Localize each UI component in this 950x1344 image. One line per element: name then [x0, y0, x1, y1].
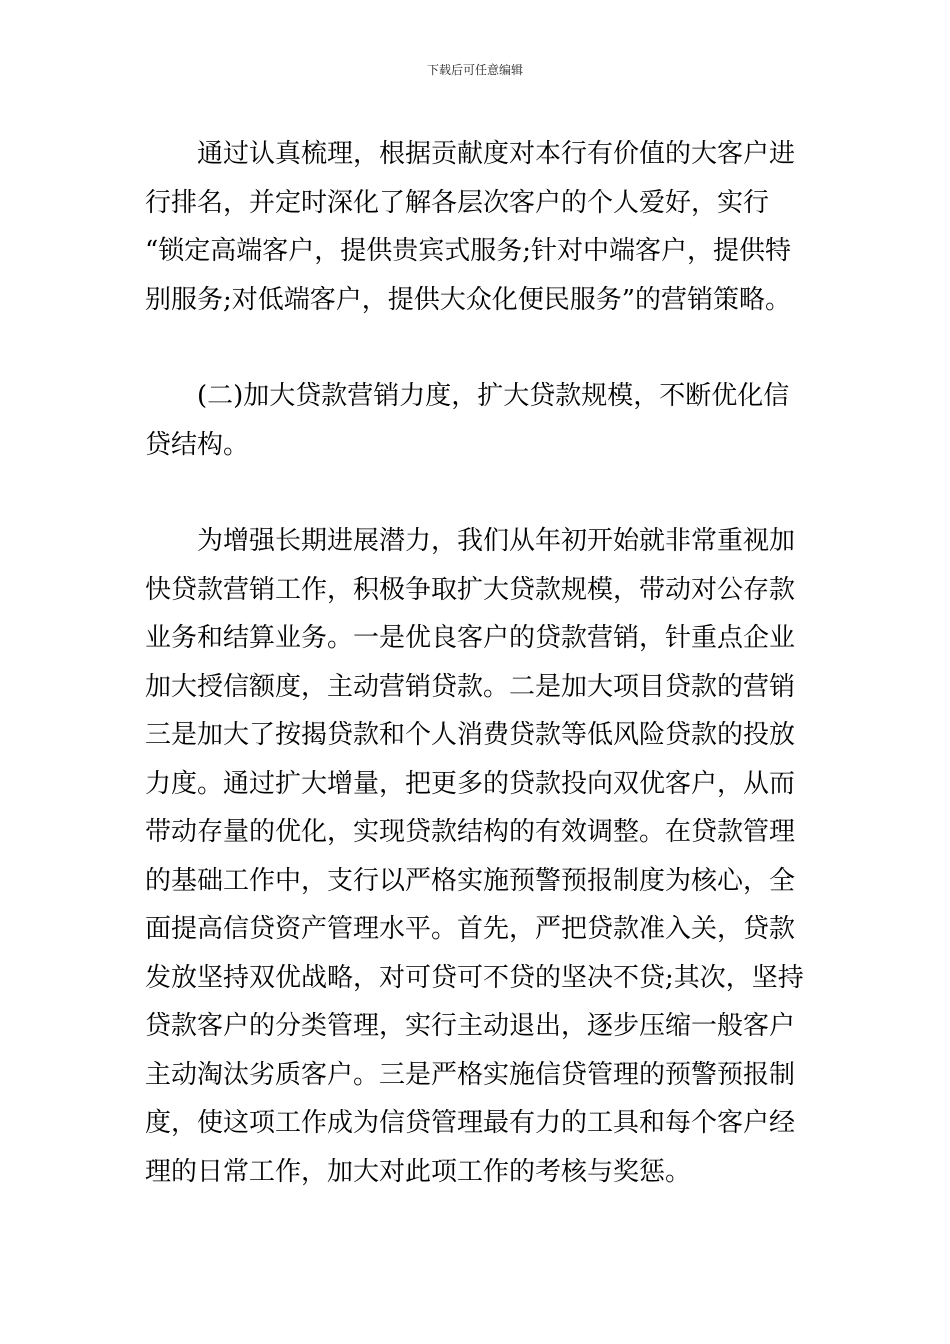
paragraph-line: 为增强长期进展潜力，我们从年初开始就非常重视加 [197, 526, 796, 556]
paragraph-line: 快贷款营销工作，积极争取扩大贷款规模，带动对公存款 [145, 574, 796, 605]
heading-line: 贷结构。 [145, 429, 250, 460]
paragraph-spacer [145, 324, 805, 372]
paragraph-spacer [145, 469, 805, 517]
paragraph-line: 别服务;对低端客户，提供大众化便民服务”的营销策略。 [145, 284, 792, 315]
paragraph-line: 面提高信贷资产管理水平。首先，严把贷款准入关，贷款 [145, 914, 796, 944]
heading-line: (二)加大贷款营销力度，扩大贷款规模，不断优化信 [197, 381, 790, 411]
paragraph-line: 带动存量的优化，实现贷款结构的有效调整。在贷款管理 [145, 817, 796, 847]
paragraph-line: 主动淘汰劣质客户。三是严格实施信贷管理的预警预报制 [145, 1059, 796, 1090]
paragraph-loan-strategy [145, 517, 805, 1196]
paragraph-line: 力度。通过扩大增量，把更多的贷款投向双优客户，从而 [145, 768, 796, 799]
section-heading-loan-marketing [145, 372, 805, 469]
paragraph-line: 三是加大了按揭贷款和个人消费贷款等低风险贷款的投放 [145, 720, 796, 750]
paragraph-line: 理的日常工作，加大对此项工作的考核与奖惩。 [145, 1156, 692, 1187]
paragraph-client-ranking [145, 130, 805, 324]
paragraph-line: 通过认真梳理，根据贡献度对本行有价值的大客户进 [197, 139, 796, 169]
paragraph-line: 业务和结算业务。一是优良客户的贷款营销，针重点企业 [145, 623, 796, 653]
paragraph-line: 度，使这项工作成为信贷管理最有力的工具和每个客户经 [145, 1108, 796, 1138]
paragraph-line: 的基础工作中，支行以严格实施预警预报制度为核心，全 [145, 865, 796, 896]
paragraph-line: 行排名，并定时深化了解各层次客户的个人爱好，实行 [145, 187, 770, 218]
paragraph-line: 加大授信额度，主动营销贷款。二是加大项目贷款的营销 [145, 671, 796, 702]
page-header: 下载后可任意编辑 [426, 63, 523, 77]
paragraph-line: 贷款客户的分类管理，实行主动退出，逐步压缩一般客户 [145, 1011, 796, 1041]
document-body [145, 130, 805, 1196]
paragraph-line: “锁定高端客户，提供贵宾式服务;针对中端客户，提供特 [145, 236, 792, 266]
paragraph-line: 发放坚持双优战略，对可贷可不贷的坚决不贷;其次，坚持 [145, 962, 804, 993]
